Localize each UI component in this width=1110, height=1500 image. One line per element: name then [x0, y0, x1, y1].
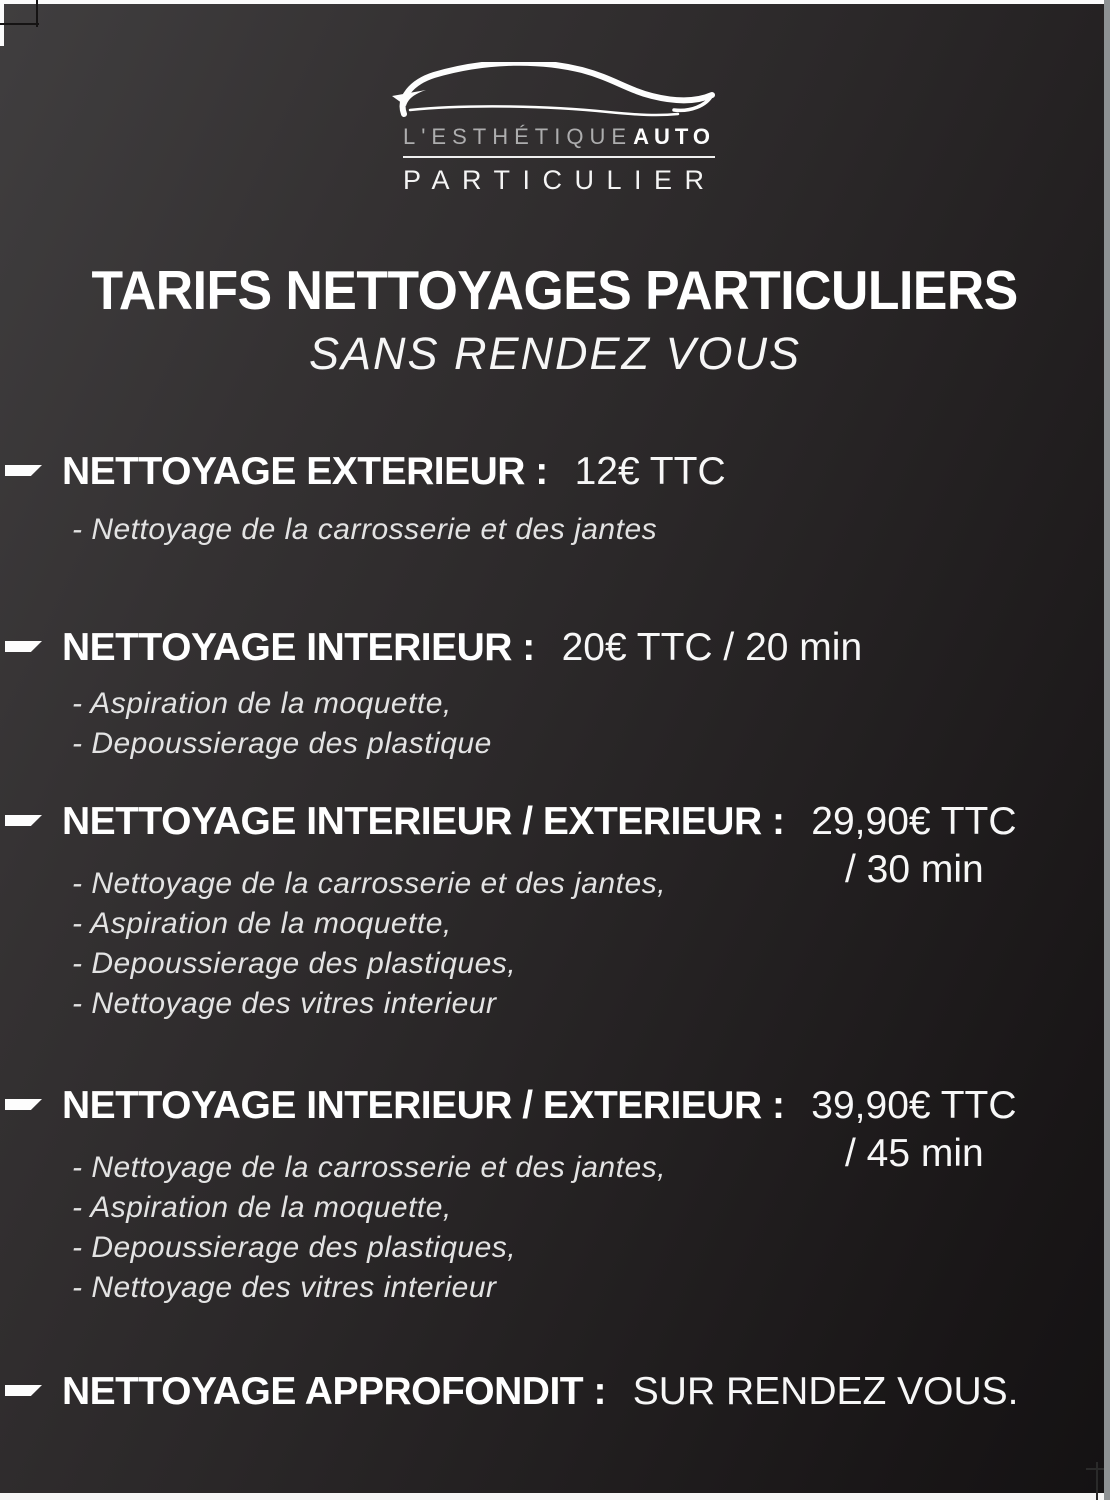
crop-mark: [1086, 1468, 1104, 1470]
service-price: 39,90€ TTC: [811, 1084, 1017, 1127]
service-item: - Aspiration de la moquette,: [72, 687, 452, 720]
section-bullet-icon: [5, 641, 42, 652]
logo-name-light: L'ESTHÉTIQUE: [403, 124, 633, 149]
scan-edge-top: [0, 0, 1110, 4]
page-subtitle: SANS RENDEZ VOUS: [308, 328, 802, 379]
service-price-line2: / 45 min: [845, 1132, 984, 1175]
logo-name-bold: AUTO: [633, 124, 715, 149]
service-price: 29,90€ TTC: [811, 800, 1017, 843]
service-price-line2: / 30 min: [845, 848, 984, 891]
scan-edge-right: [1104, 0, 1110, 1500]
service-item: - Aspiration de la moquette,: [72, 1191, 452, 1224]
service-section-exterieur: [0, 448, 1104, 550]
service-item: - Nettoyage de la carrosserie et des jantes: [72, 513, 658, 546]
service-label: NETTOYAGE APPROFONDIT :: [62, 1370, 606, 1413]
section-bullet-icon: [5, 1385, 42, 1396]
service-item: - Nettoyage de la carrosserie et des jantes,: [72, 867, 666, 900]
service-price: 12€ TTC: [574, 450, 726, 493]
service-label: NETTOYAGE INTERIEUR :: [62, 626, 535, 669]
service-heading: [62, 1082, 1104, 1130]
service-item: - Nettoyage de la carrosserie et des jantes,: [72, 1151, 666, 1184]
service-items: [62, 510, 872, 550]
service-price: SUR RENDEZ VOUS.: [632, 1370, 1019, 1413]
section-bullet-icon: [5, 465, 42, 476]
service-section-int-ext-45min: [0, 1082, 1104, 1308]
service-item: - Nettoyage des vitres interieur: [72, 1271, 497, 1304]
service-heading: [62, 448, 1104, 496]
section-bullet-icon: [5, 815, 42, 826]
service-section-int-ext-30min: [0, 798, 1104, 1024]
page-title: TARIFS NETTOYAGES PARTICULIERS: [91, 259, 1019, 321]
service-section-interieur: [0, 624, 1104, 764]
service-heading: [62, 624, 1104, 672]
service-label: NETTOYAGE INTERIEUR / EXTERIEUR :: [62, 800, 785, 843]
car-silhouette-icon: [390, 62, 726, 128]
crop-mark: [0, 23, 39, 25]
service-label: NETTOYAGE INTERIEUR / EXTERIEUR :: [62, 1084, 785, 1127]
service-heading: [62, 798, 1104, 846]
service-items: [62, 1148, 872, 1308]
logo-brand-line1: [403, 124, 715, 150]
service-item: - Depoussierage des plastiques,: [72, 947, 517, 980]
service-items: [62, 864, 872, 1024]
service-price: 20€ TTC / 20 min: [561, 626, 863, 669]
logo-divider: [403, 156, 715, 158]
service-items: [62, 684, 872, 764]
logo-brand-line2: PARTICULIER: [403, 165, 717, 195]
service-label: NETTOYAGE EXTERIEUR :: [62, 450, 548, 493]
section-bullet-icon: [5, 1099, 42, 1110]
service-heading: [62, 1368, 1104, 1416]
service-item: - Depoussierage des plastique: [72, 727, 492, 760]
service-item: - Depoussierage des plastiques,: [72, 1231, 517, 1264]
service-item: - Aspiration de la moquette,: [72, 907, 452, 940]
service-section-approfondit: [0, 1368, 1104, 1416]
service-item: - Nettoyage des vitres interieur: [72, 987, 497, 1020]
scan-edge-bottom: [0, 1493, 1110, 1500]
